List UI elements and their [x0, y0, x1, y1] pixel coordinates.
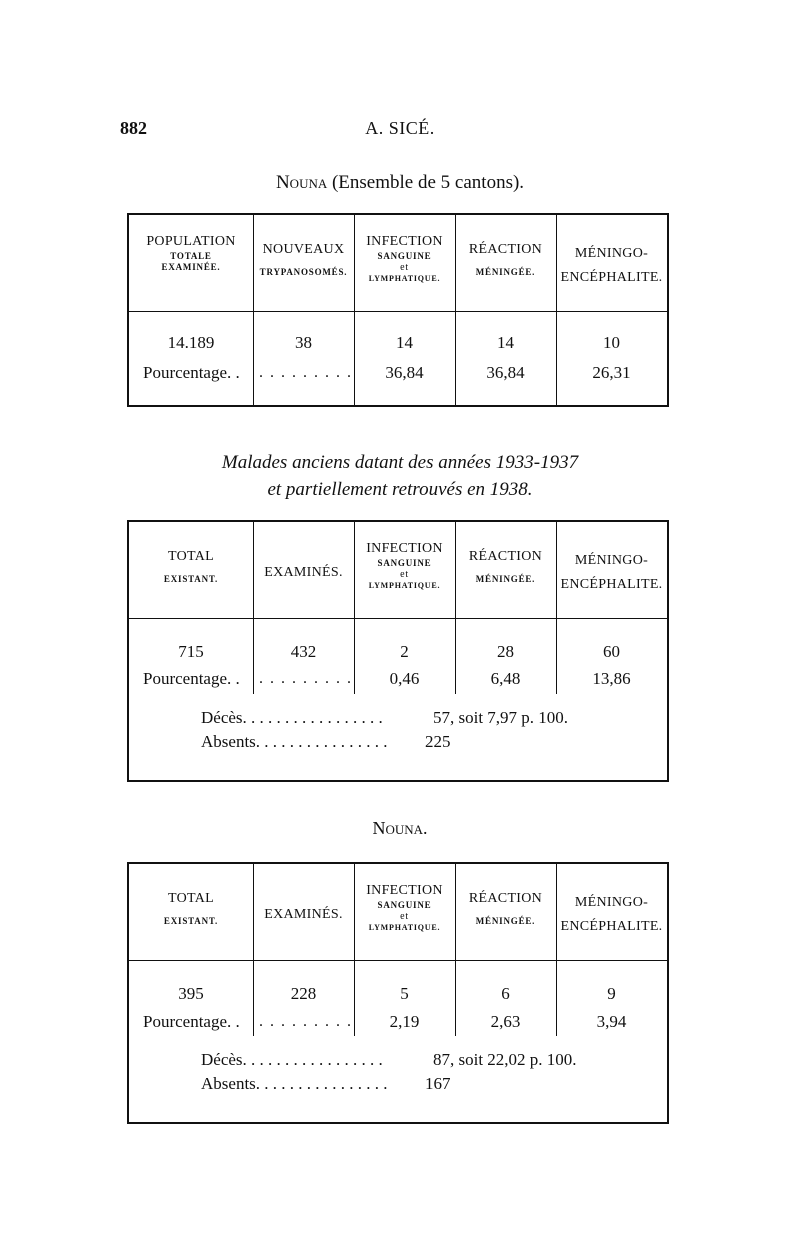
caption-rest: (Ensemble de 5 cantons). — [327, 172, 525, 193]
pct-meningo: 26,31 — [592, 363, 631, 382]
section3-caption: Nouna. — [372, 818, 428, 838]
running-head: A. SICÉ. — [365, 118, 435, 138]
value-examines: 228 — [290, 984, 317, 1003]
pct-infection: 2,19 — [389, 1012, 420, 1031]
absents-value: 167 — [425, 1074, 451, 1093]
caption-line1: Malades anciens datant des années 1933-1937 — [221, 452, 579, 473]
pourcentage-label: Pourcentage. . — [143, 1012, 240, 1031]
deces-value: 87, soit 22,02 p. 100. — [433, 1050, 577, 1069]
value-meningo: 9 — [607, 984, 616, 1003]
pct-reaction: 2,63 — [490, 1012, 521, 1031]
header-meningo: MÉNINGO- ENCÉPHALITE. — [560, 895, 663, 934]
value-population: 14.189 — [167, 333, 215, 352]
absents-label: Absents. . . . . . . . . . . . . . . . — [201, 732, 388, 751]
value-meningo: 10 — [603, 333, 620, 352]
deces-label: Décès. . . . . . . . . . . . . . . . . — [201, 708, 383, 727]
pct-reaction: 36,84 — [486, 363, 525, 382]
absents-label: Absents. . . . . . . . . . . . . . . . — [201, 1074, 388, 1093]
header-population: POPULATION TOTALE EXAMINÉE. — [146, 234, 236, 272]
header-reaction: RÉACTION MÉNINGÉE. — [468, 549, 543, 584]
pct-infection: 36,84 — [385, 363, 424, 382]
value-meningo: 60 — [603, 642, 620, 661]
header-examines: EXAMINÉS. — [264, 907, 343, 922]
value-reaction: 6 — [501, 984, 510, 1003]
caption-line2: et partiellement retrouvés en 1938. — [267, 479, 533, 500]
page-number: 882 — [120, 118, 147, 138]
header-total: TOTAL EXISTANT. — [163, 891, 219, 926]
pourcentage-dots: . . . . . . . . . — [259, 364, 353, 381]
value-nouveaux: 38 — [295, 333, 312, 352]
header-total: TOTAL EXISTANT. — [163, 549, 219, 584]
pourcentage-label: Pourcentage. . — [143, 363, 240, 382]
pourcentage-dots: . . . . . . . . . — [259, 670, 353, 687]
value-infection: 5 — [400, 984, 409, 1003]
pct-meningo: 13,86 — [592, 669, 631, 688]
header-rule — [129, 618, 667, 619]
header-rule — [129, 311, 667, 312]
section1-caption — [0, 172, 800, 194]
value-total: 395 — [178, 984, 204, 1003]
table-nouna — [127, 862, 669, 1124]
header-meningo: MÉNINGO- ENCÉPHALITE. — [560, 246, 663, 285]
col-divider — [253, 522, 254, 694]
caption-name: Nouna — [275, 172, 328, 193]
header-reaction: RÉACTION MÉNINGÉE. — [468, 891, 543, 926]
col-divider — [556, 864, 557, 1036]
value-examines: 432 — [290, 642, 317, 661]
pct-meningo: 3,94 — [596, 1012, 627, 1031]
header-infection: INFECTION SANGUINE et LYMPHATIQUE. — [366, 234, 443, 284]
table-malades-anciens — [127, 520, 669, 782]
pct-reaction: 6,48 — [490, 669, 521, 688]
value-infection: 14 — [396, 333, 413, 352]
value-total: 715 — [178, 642, 204, 661]
deces-value: 57, soit 7,97 p. 100. — [433, 708, 569, 727]
table-nouna-cantons — [127, 213, 669, 407]
header-reaction: RÉACTION MÉNINGÉE. — [468, 242, 543, 277]
pourcentage-label: Pourcentage. . — [143, 669, 240, 688]
deces-label: Décès. . . . . . . . . . . . . . . . . — [201, 1050, 383, 1069]
value-reaction: 14 — [497, 333, 514, 352]
value-infection: 2 — [400, 642, 409, 661]
header-rule — [129, 960, 667, 961]
header-examines: EXAMINÉS. — [264, 565, 343, 580]
absents-value: 225 — [425, 732, 451, 751]
header-infection: INFECTION SANGUINE et LYMPHATIQUE. — [366, 541, 443, 591]
value-reaction: 28 — [497, 642, 514, 661]
pourcentage-dots: . . . . . . . . . — [259, 1013, 353, 1030]
header-infection: INFECTION SANGUINE et LYMPHATIQUE. — [366, 883, 443, 933]
col-divider — [253, 864, 254, 1036]
header-nouveaux: NOUVEAUX TRYPANOSOMÉS. — [259, 242, 348, 277]
header-meningo: MÉNINGO- ENCÉPHALITE. — [560, 553, 663, 592]
pct-infection: 0,46 — [389, 669, 420, 688]
section2-caption — [0, 449, 800, 503]
